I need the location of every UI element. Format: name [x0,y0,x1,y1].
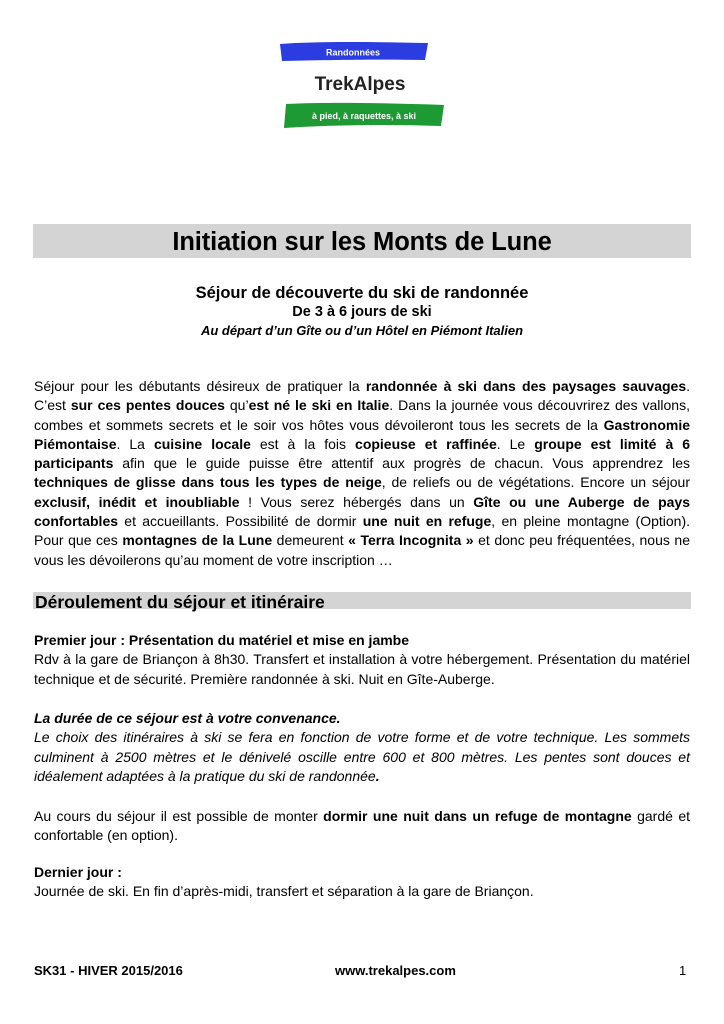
subtitle-duration: De 3 à 6 jours de ski [292,304,432,320]
intro-bold-run: est né le ski en Italie [248,397,390,414]
intro-paragraph [34,377,690,570]
intro-text-run: demeurent [272,532,349,549]
duration-block [34,709,690,786]
logo-brand: TrekAlpes [314,74,406,95]
day-one-heading: Premier jour : Présentation du matériel et mise en jambe [34,632,410,648]
refuge-text-after: gardé et confortable (en option). [34,808,691,844]
subtitle-departure: Au départ d’un Gîte ou d’un Hôtel en Piémont Italien [200,323,524,338]
last-day-text: Journée de ski. En fin d’après-midi, transfert et séparation à la gare de Briançon. [34,883,534,900]
intro-bold-run: exclusif, inédit et inoubliable [34,493,240,510]
day-one-text: Rdv à la gare de Briançon à 8h30. Transfert et installation à votre hébergement. Présentation du matériel technique et de sécurité. Première randonnée à ski. Nuit en Gîte-Auberge. [34,651,690,687]
intro-bold-run: sur ces pentes douces [70,397,225,414]
intro-bold-run: montagnes de la Lune [122,532,273,549]
intro-bold-run: « Terra Incognita » [348,532,474,549]
section-heading: Déroulement du séjour et itinéraire [33,592,691,609]
refuge-text-before: Au cours du séjour il est possible de monter [34,808,324,824]
day-one-block [34,631,690,689]
last-day-block [34,863,690,902]
intro-bold-run: Gîte ou une Auberge de pays confortables [34,493,690,530]
intro-bold-run: copieuse et raffinée [355,435,497,452]
intro-text-run: afin que le guide puisse être attentif aux progrès de chacun. Vous apprendrez les [113,455,690,472]
intro-text-run: . Le [496,435,535,452]
intro-bold-run: cuisine locale [153,435,251,452]
intro-text-run: . La [116,435,154,452]
intro-text-run: qu’ [224,397,249,414]
logo-bottom-text: à pied, à raquettes, à ski [311,111,417,121]
intro-text-run: et accueillants. Possibilité de dormir [118,513,363,530]
refuge-paragraph [34,807,690,846]
footer-reference: SK31 - HIVER 2015/2016 [34,963,183,978]
refuge-text-bold: dormir une nuit dans un refuge de montagne [323,808,632,824]
duration-heading: La durée de ce séjour est à votre convenance. [34,710,341,726]
intro-text-run: , en pleine montagne (Option). Pour que ces [34,513,690,549]
intro-text-run: et donc peu fréquentées, nous ne vous les dévoilerons qu’au moment de votre inscription … [34,532,690,568]
last-day-heading: Dernier jour : [34,864,122,880]
intro-text-run: , de reliefs ou de végétations. Encore un séjour [381,474,690,491]
intro-text-run: . Dans la journée vous découvrirez des vallons, combes et sommets secrets et le soir vos hôtes vous dévoileront tous les secrets de la [34,397,690,433]
logo-top-text: Randonnées [325,47,381,58]
intro-bold-run: Gastronomie Piémontaise [34,416,690,452]
intro-text-run: ! Vous serez hébergés dans un [239,493,474,510]
intro-bold-run: une nuit en refuge [362,513,492,530]
intro-bold-run: randonnée à ski dans des paysages sauvages [365,378,687,394]
duration-end: . [375,767,380,784]
intro-bold-run: groupe est limité à 6 participants [34,435,691,472]
footer-page-number: 1 [679,963,687,978]
intro-bold-run: techniques de glisse dans tous les types de neige [34,474,382,491]
intro-text-run: Séjour pour les débutants désireux de pratiquer la [34,378,366,394]
intro-text-run: . C’est [34,378,691,414]
trekalpes-logo [278,40,446,140]
footer-website: www.trekalpes.com [335,963,456,978]
subtitle-main: Séjour de découverte du ski de randonnée [195,284,529,302]
duration-text: Le choix des itinéraires à ski se fera en fonction de votre forme et de votre technique. Les sommets culminent à 2500 mètres et le dénivelé oscille entre 600 et 800 mètres. Les pentes sont douces et idéalement adaptées à la pratique du ski de randonnée [34,729,690,784]
page-title: Initiation sur les Monts de Lune [33,224,691,258]
intro-text-run: est à la fois [250,435,356,452]
